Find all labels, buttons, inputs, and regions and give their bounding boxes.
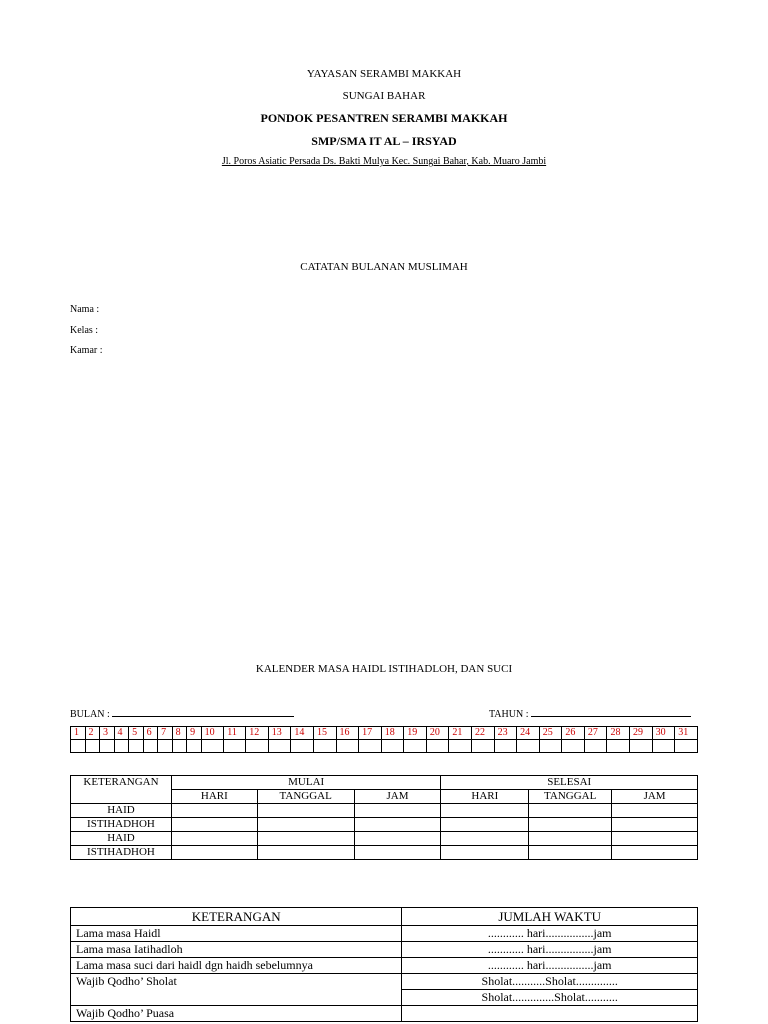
summary-row (71, 942, 698, 958)
cell[interactable] (612, 818, 698, 832)
periode-row (71, 818, 698, 832)
cell[interactable] (171, 832, 257, 846)
calendar-day-marks[interactable] (71, 740, 698, 753)
cell[interactable] (171, 804, 257, 818)
calendar-day-3: 3 (100, 727, 115, 740)
calendar-day-31: 31 (675, 727, 698, 740)
periode-row-label: ISTIHADHOH (71, 846, 172, 860)
tahun-label: TAHUN : (489, 709, 529, 720)
calendar-day-7: 7 (158, 727, 173, 740)
calendar-day-11: 11 (224, 727, 246, 740)
periode-table (70, 775, 698, 860)
calendar-day-numbers (71, 727, 698, 740)
cell[interactable] (441, 846, 529, 860)
calendar-day-mark-cell[interactable] (201, 740, 224, 753)
school-level: SMP/SMA IT AL – IRSYAD (311, 134, 457, 148)
calendar-day-10: 10 (201, 727, 224, 740)
cell[interactable] (354, 846, 441, 860)
calendar-day-27: 27 (584, 727, 607, 740)
summary-label-istihadloh: Lama masa Iatihadloh (71, 942, 402, 958)
calendar-day-19: 19 (404, 727, 427, 740)
selesai-hari-header: HARI (441, 790, 529, 804)
cell[interactable] (171, 846, 257, 860)
calendar-day-6: 6 (143, 727, 158, 740)
cell[interactable] (257, 804, 354, 818)
foundation-name: YAYASAN SERAMBI MAKKAH (306, 68, 462, 80)
bulan-label: BULAN : (70, 709, 110, 720)
calendar-day-mark-cell[interactable] (404, 740, 427, 753)
cell[interactable] (529, 818, 612, 832)
calendar-day-15: 15 (313, 727, 336, 740)
calendar-day-5: 5 (129, 727, 144, 740)
calendar-day-18: 18 (381, 727, 404, 740)
calendar-day-17: 17 (359, 727, 382, 740)
kamar-field[interactable]: Kamar : (70, 345, 103, 356)
calendar-day-mark-cell[interactable] (449, 740, 472, 753)
summary-label-haidl: Lama masa Haidl (71, 926, 402, 942)
summary-value-qodho-sholat-1[interactable]: Sholat...........Sholat.............. (402, 974, 698, 990)
cell[interactable] (354, 832, 441, 846)
cell[interactable] (612, 804, 698, 818)
calendar-day-mark-cell[interactable] (607, 740, 630, 753)
calendar-day-25: 25 (539, 727, 562, 740)
bulan-field[interactable] (70, 706, 294, 720)
form-title: CATATAN BULANAN MUSLIMAH (300, 261, 468, 273)
cell[interactable] (529, 804, 612, 818)
periode-header-mulai: MULAI (171, 776, 441, 790)
cell[interactable] (441, 818, 529, 832)
calendar-day-mark-cell[interactable] (114, 740, 129, 753)
calendar-day-22: 22 (472, 727, 495, 740)
summary-row (71, 926, 698, 942)
school-address: Jl. Poros Asiatic Persada Ds. Bakti Mulya Kec. Sungai Bahar, Kab. Muaro Jambi (221, 156, 547, 167)
calendar-day-mark-cell[interactable] (539, 740, 562, 753)
calendar-day-mark-cell[interactable] (246, 740, 269, 753)
calendar-day-1: 1 (71, 727, 86, 740)
calendar-day-mark-cell[interactable] (336, 740, 359, 753)
calendar-day-12: 12 (246, 727, 269, 740)
periode-header-keterangan: KETERANGAN (71, 776, 172, 804)
school-name: PONDOK PESANTREN SERAMBI MAKKAH (260, 111, 508, 125)
calendar-day-mark-cell[interactable] (517, 740, 540, 753)
calendar-day-mark-cell[interactable] (85, 740, 100, 753)
kelas-field[interactable]: Kelas : (70, 325, 99, 336)
cell[interactable] (354, 804, 441, 818)
calendar-day-mark-cell[interactable] (381, 740, 404, 753)
calendar-day-9: 9 (187, 727, 202, 740)
cell[interactable] (612, 832, 698, 846)
location-name: SUNGAI BAHAR (342, 90, 426, 102)
cell[interactable] (171, 818, 257, 832)
summary-label-qodho-sholat: Wajib Qodho’ Sholat (71, 974, 402, 1006)
calendar-day-14: 14 (291, 727, 314, 740)
tahun-line[interactable] (531, 706, 691, 717)
calendar-days-table (70, 726, 698, 753)
calendar-day-mark-cell[interactable] (562, 740, 585, 753)
calendar-day-4: 4 (114, 727, 129, 740)
summary-header-jumlah-waktu: JUMLAH WAKTU (402, 908, 698, 926)
cell[interactable] (257, 818, 354, 832)
calendar-day-29: 29 (630, 727, 653, 740)
nama-field[interactable]: Nama : (70, 304, 100, 315)
calendar-day-mark-cell[interactable] (224, 740, 246, 753)
cell[interactable] (529, 846, 612, 860)
cell[interactable] (441, 804, 529, 818)
periode-header-selesai: SELESAI (441, 776, 698, 790)
cell[interactable] (441, 832, 529, 846)
calendar-day-mark-cell[interactable] (143, 740, 158, 753)
calendar-day-2: 2 (85, 727, 100, 740)
summary-value-istihadloh[interactable]: ............ hari................jam (402, 942, 698, 958)
calendar-day-mark-cell[interactable] (675, 740, 698, 753)
selesai-tanggal-header: TANGGAL (529, 790, 612, 804)
cell[interactable] (612, 846, 698, 860)
summary-row (71, 1006, 698, 1022)
periode-row-label: HAID (71, 804, 172, 818)
calendar-title: KALENDER MASA HAIDL ISTIHADLOH, DAN SUCI (255, 663, 513, 675)
summary-value-haidl[interactable]: ............ hari................jam (402, 926, 698, 942)
summary-value-qodho-sholat-2[interactable]: Sholat..............Sholat........... (402, 990, 698, 1006)
mulai-hari-header: HARI (171, 790, 257, 804)
cell[interactable] (257, 846, 354, 860)
periode-row-label: HAID (71, 832, 172, 846)
summary-header-keterangan: KETERANGAN (71, 908, 402, 926)
calendar-day-mark-cell[interactable] (472, 740, 495, 753)
calendar-day-26: 26 (562, 727, 585, 740)
calendar-day-mark-cell[interactable] (268, 740, 291, 753)
tahun-field[interactable] (489, 706, 691, 720)
calendar-day-mark-cell[interactable] (313, 740, 336, 753)
calendar-day-mark-cell[interactable] (291, 740, 314, 753)
cell[interactable] (529, 832, 612, 846)
bulan-line[interactable] (112, 706, 294, 717)
calendar-day-20: 20 (426, 727, 449, 740)
calendar-day-mark-cell[interactable] (652, 740, 675, 753)
calendar-day-28: 28 (607, 727, 630, 740)
calendar-day-13: 13 (268, 727, 291, 740)
periode-row (71, 846, 698, 860)
calendar-day-23: 23 (494, 727, 517, 740)
calendar-day-mark-cell[interactable] (426, 740, 449, 753)
mulai-tanggal-header: TANGGAL (257, 790, 354, 804)
cell[interactable] (354, 818, 441, 832)
calendar-day-mark-cell[interactable] (630, 740, 653, 753)
calendar-day-30: 30 (652, 727, 675, 740)
cell[interactable] (257, 832, 354, 846)
calendar-day-8: 8 (172, 727, 187, 740)
periode-row (71, 804, 698, 818)
summary-value-suci[interactable]: ............ hari................jam (402, 958, 698, 974)
calendar-day-mark-cell[interactable] (584, 740, 607, 753)
calendar-day-mark-cell[interactable] (100, 740, 115, 753)
calendar-day-16: 16 (336, 727, 359, 740)
summary-row (71, 958, 698, 974)
calendar-day-24: 24 (517, 727, 540, 740)
summary-row (71, 974, 698, 990)
calendar-day-mark-cell[interactable] (172, 740, 187, 753)
calendar-day-mark-cell[interactable] (359, 740, 382, 753)
summary-label-qodho-puasa: Wajib Qodho’ Puasa (71, 1006, 402, 1022)
mulai-jam-header: JAM (354, 790, 441, 804)
summary-table (70, 907, 698, 1022)
calendar-day-mark-cell[interactable] (187, 740, 202, 753)
calendar-day-mark-cell[interactable] (71, 740, 86, 753)
calendar-day-mark-cell[interactable] (494, 740, 517, 753)
summary-label-suci: Lama masa suci dari haidl dgn haidh sebelumnya (71, 958, 402, 974)
periode-row-label: ISTIHADHOH (71, 818, 172, 832)
selesai-jam-header: JAM (612, 790, 698, 804)
summary-value-qodho-puasa[interactable] (402, 1006, 698, 1022)
calendar-day-mark-cell[interactable] (158, 740, 173, 753)
periode-row (71, 832, 698, 846)
calendar-day-mark-cell[interactable] (129, 740, 144, 753)
calendar-day-21: 21 (449, 727, 472, 740)
